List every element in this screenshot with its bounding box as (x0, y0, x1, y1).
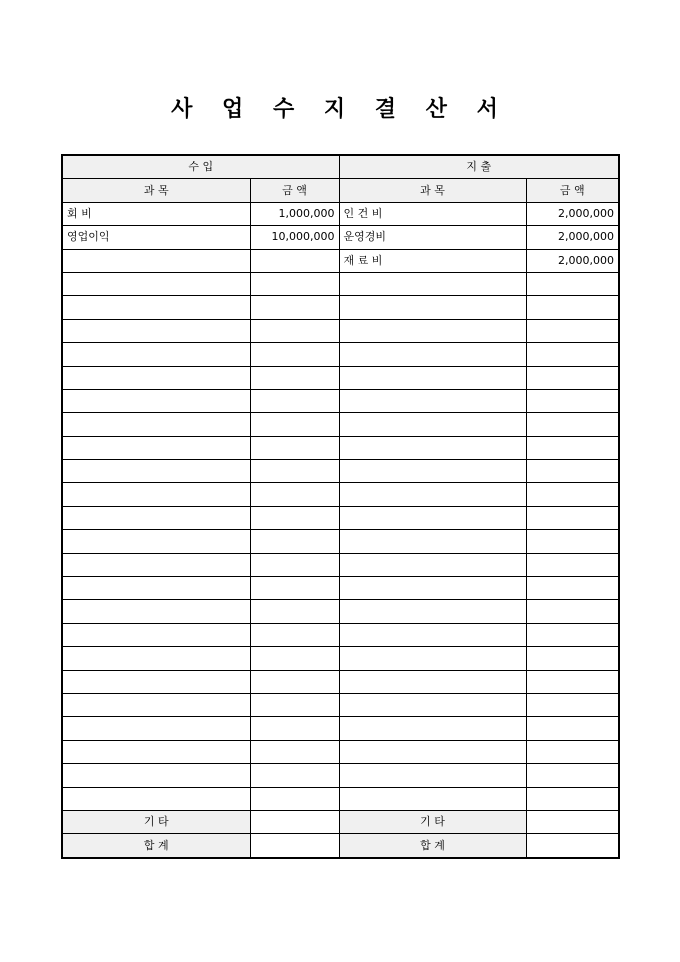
income-amount-cell (250, 389, 339, 412)
expense-item-cell (339, 319, 526, 342)
expense-amount-cell (526, 506, 619, 529)
expense-amount-cell: 2,000,000 (526, 202, 619, 225)
income-header: 수 입 (62, 155, 339, 179)
expense-item-cell (339, 764, 526, 787)
expense-amount-cell (526, 389, 619, 412)
income-item-cell (62, 483, 250, 506)
expense-item-cell (339, 717, 526, 740)
table-row (62, 553, 619, 576)
expense-amount-cell: 2,000,000 (526, 249, 619, 272)
expense-item-cell (339, 483, 526, 506)
income-item-cell (62, 623, 250, 646)
income-amount-cell (250, 717, 339, 740)
income-item-cell: 회 비 (62, 202, 250, 225)
expense-item-cell (339, 577, 526, 600)
income-amount-cell (250, 366, 339, 389)
income-amount-cell (250, 483, 339, 506)
income-amount-cell (250, 460, 339, 483)
expense-item-cell (339, 366, 526, 389)
income-item-cell (62, 577, 250, 600)
table-row (62, 693, 619, 716)
income-item-cell (62, 647, 250, 670)
expense-item-cell (339, 647, 526, 670)
expense-amount-cell (526, 740, 619, 763)
table-row (62, 202, 619, 225)
expense-amount-cell (526, 483, 619, 506)
income-amount-cell (250, 670, 339, 693)
income-total-label: 합 계 (62, 834, 250, 858)
expense-item-cell (339, 530, 526, 553)
expense-amount-cell (526, 413, 619, 436)
expense-item-cell (339, 553, 526, 576)
income-item-header: 과 목 (62, 179, 250, 202)
expense-total-label: 합 계 (339, 834, 526, 858)
expense-amount-cell (526, 272, 619, 295)
expense-item-cell (339, 272, 526, 295)
income-total-amount (250, 834, 339, 858)
expense-item-cell (339, 506, 526, 529)
expense-item-cell (339, 343, 526, 366)
income-amount-cell (250, 506, 339, 529)
income-item-cell (62, 506, 250, 529)
income-amount-cell (250, 413, 339, 436)
income-amount-cell (250, 530, 339, 553)
income-item-cell (62, 717, 250, 740)
income-item-cell (62, 740, 250, 763)
income-item-cell (62, 436, 250, 459)
expense-amount-cell: 2,000,000 (526, 226, 619, 249)
income-item-cell (62, 693, 250, 716)
expense-amount-cell (526, 693, 619, 716)
income-amount-cell (250, 693, 339, 716)
income-item-cell (62, 272, 250, 295)
table-row (62, 647, 619, 670)
table-row (62, 389, 619, 412)
income-amount-cell (250, 740, 339, 763)
income-item-cell (62, 764, 250, 787)
income-item-cell (62, 319, 250, 342)
table-row (62, 226, 619, 249)
table-row (62, 530, 619, 553)
expense-item-cell (339, 460, 526, 483)
expense-amount-cell (526, 366, 619, 389)
table-row (62, 600, 619, 623)
income-amount-cell (250, 436, 339, 459)
income-other-amount (250, 810, 339, 833)
expense-amount-cell (526, 764, 619, 787)
expense-item-cell (339, 787, 526, 810)
income-item-cell (62, 670, 250, 693)
income-amount-cell (250, 319, 339, 342)
expense-amount-cell (526, 319, 619, 342)
table-row (62, 787, 619, 810)
expense-amount-cell (526, 647, 619, 670)
expense-amount-cell (526, 600, 619, 623)
expense-item-cell: 인 건 비 (339, 202, 526, 225)
table-row (62, 483, 619, 506)
income-item-cell (62, 389, 250, 412)
expense-total-amount (526, 834, 619, 858)
income-amount-cell (250, 647, 339, 670)
income-amount-cell: 10,000,000 (250, 226, 339, 249)
table-row (62, 272, 619, 295)
expense-item-cell (339, 600, 526, 623)
table-row (62, 717, 619, 740)
table-row (62, 506, 619, 529)
income-item-cell (62, 413, 250, 436)
expense-amount-cell (526, 436, 619, 459)
income-item-cell: 영업이익 (62, 226, 250, 249)
table-row (62, 577, 619, 600)
table-row (62, 249, 619, 272)
income-other-label: 기 타 (62, 810, 250, 833)
income-item-cell (62, 343, 250, 366)
expense-amount-cell (526, 343, 619, 366)
income-item-cell (62, 600, 250, 623)
table-row (62, 413, 619, 436)
table-row (62, 764, 619, 787)
expense-header: 지 출 (339, 155, 619, 179)
table-row (62, 436, 619, 459)
income-item-cell (62, 460, 250, 483)
table-row (62, 366, 619, 389)
expense-amount-cell (526, 296, 619, 319)
expense-amount-cell (526, 553, 619, 576)
income-amount-cell (250, 272, 339, 295)
income-amount-cell (250, 764, 339, 787)
expense-item-cell (339, 693, 526, 716)
expense-item-header: 과 목 (339, 179, 526, 202)
expense-amount-cell (526, 623, 619, 646)
expense-item-cell (339, 296, 526, 319)
expense-other-amount (526, 810, 619, 833)
income-item-cell (62, 366, 250, 389)
income-amount-cell (250, 553, 339, 576)
income-item-cell (62, 296, 250, 319)
expense-item-cell (339, 740, 526, 763)
expense-item-cell (339, 436, 526, 459)
income-amount-cell (250, 296, 339, 319)
ledger-table (61, 154, 620, 859)
income-amount-cell (250, 600, 339, 623)
expense-amount-cell (526, 577, 619, 600)
expense-amount-header: 금 액 (526, 179, 619, 202)
income-amount-cell: 1,000,000 (250, 202, 339, 225)
table-row (62, 623, 619, 646)
expense-other-label: 기 타 (339, 810, 526, 833)
expense-amount-cell (526, 460, 619, 483)
section-header-row (62, 155, 619, 179)
other-row (62, 810, 619, 833)
income-item-cell (62, 787, 250, 810)
document-title: 사 업 수 지 결 산 서 (171, 97, 509, 122)
expense-amount-cell (526, 717, 619, 740)
expense-item-cell: 운영경비 (339, 226, 526, 249)
income-amount-cell (250, 249, 339, 272)
income-item-cell (62, 530, 250, 553)
income-item-cell (62, 249, 250, 272)
expense-item-cell (339, 623, 526, 646)
table-row (62, 740, 619, 763)
income-amount-cell (250, 577, 339, 600)
expense-amount-cell (526, 787, 619, 810)
expense-item-cell (339, 670, 526, 693)
expense-amount-cell (526, 530, 619, 553)
income-amount-cell (250, 623, 339, 646)
table-row (62, 343, 619, 366)
income-amount-header: 금 액 (250, 179, 339, 202)
table-row (62, 670, 619, 693)
table-row (62, 319, 619, 342)
table-row (62, 460, 619, 483)
income-amount-cell (250, 787, 339, 810)
expense-item-cell (339, 389, 526, 412)
expense-item-cell (339, 413, 526, 436)
income-amount-cell (250, 343, 339, 366)
column-header-row (62, 179, 619, 202)
expense-amount-cell (526, 670, 619, 693)
expense-item-cell: 재 료 비 (339, 249, 526, 272)
total-row (62, 834, 619, 858)
table-row (62, 296, 619, 319)
income-item-cell (62, 553, 250, 576)
